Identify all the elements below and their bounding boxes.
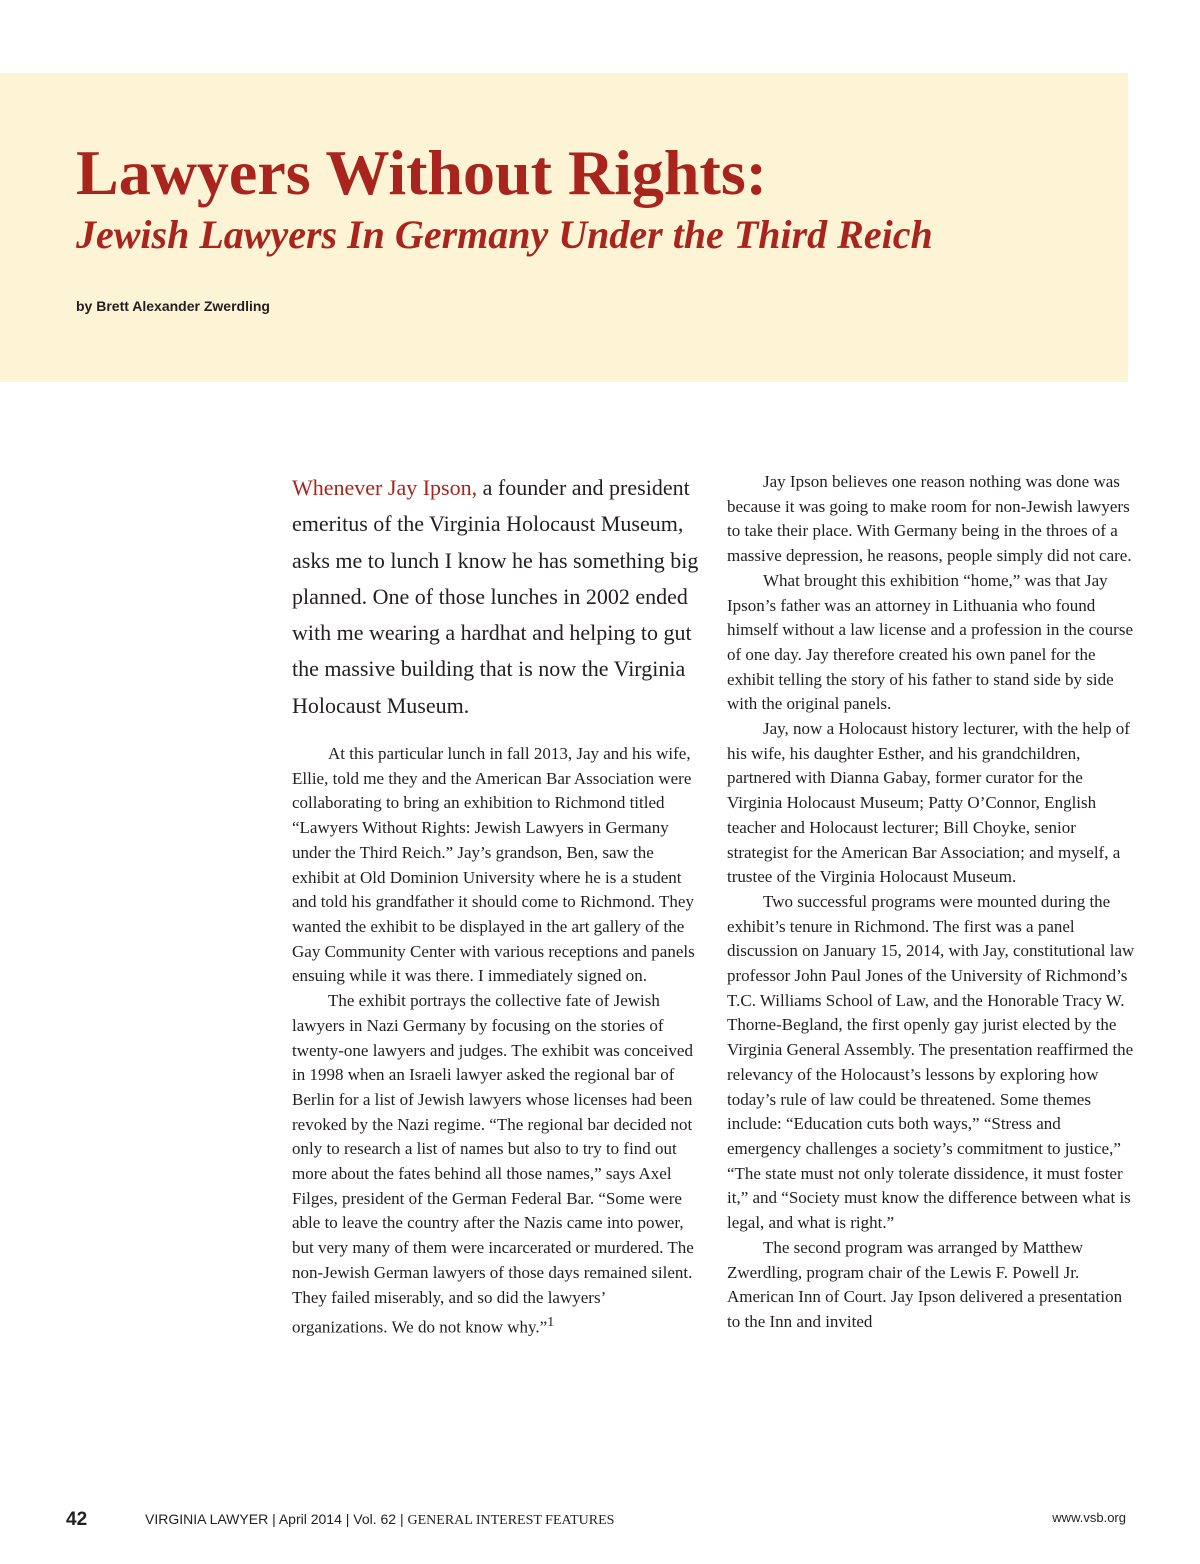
lead-text: a founder and president emeritus of the Virginia Holocaust Museum, asks me to lunch I know he has something big planned. One of those lunches in 2002 ended with me wearing a hardhat and helping to gut the massive building that is now the Virginia Holocaust Museum. [292,475,699,718]
body-paragraph: What brought this exhibition “home,” was that Jay Ipson’s father was an attorney in Lithuania who found himself without a law license and a profession in the course of one day. Jay therefore created his own panel for the exhibit telling the story of his father to stand side by side with the original panels. [727,570,1133,714]
footer-magazine-info: VIRGINIA LAWYER | April 2014 | Vol. 62 | [145,1511,408,1527]
footer-publication [145,1511,614,1529]
body-paragraph-text: The exhibit portrays the collective fate of Jewish lawyers in Nazi Germany by focusing on the stories of twenty-one lawyers and judges. The exhibit was conceived in 1998 when an Israeli lawyer asked the regional bar of Berlin for a list of Jewish lawyers whose licenses had been revoked by the Nazi regime. “The regional bar decided not only to research a list of names but also to try to find out more about the fates behind all those names,” says Axel Filges, president of the German Federal Bar. “Some were able to leave the country after the Nazis came into power, but very many of them were incarcerated or murdered. The non-Jewish German lawyers of those days remained silent. They failed miserably, and so did the lawyers’ organizations. We do not know why.” [292,991,694,1337]
article-title: Lawyers Without Rights: [76,137,768,208]
left-column [292,470,700,1341]
body-paragraph: The second program was arranged by Matthew Zwerdling, program chair of the Lewis F. Powell Jr. American Inn of Court. Jay Ipson delivered a presentation to the Inn and invited [727,1237,1123,1331]
footnote-marker: 1 [547,1314,555,1331]
article-subtitle: Jewish Lawyers In Germany Under the Third Reich [76,212,933,257]
body-paragraph: Jay Ipson believes one reason nothing was done was because it was going to make room for non-Jewish lawyers to take their place. With Germany being in the throes of a massive depression, he reasons, people simply did not care. [727,472,1132,566]
body-paragraph: Two successful programs were mounted during the exhibit’s tenure in Richmond. The first was a panel discussion on January 15, 2014, with Jay, constitutional law professor John Paul Jones of the University of Richmond’s T.C. Williams School of Law, and the Honorable Tracy W. Thorne-Begland, the first openly gay jurist elected by the Virginia General Assembly. The presentation reaffirmed the relevancy of the Holocaust’s lessons by exploring how today’s rule of law could be threatened. Some themes include: “Education cuts both ways,” “Stress and emergency challenges a society’s commitment to justice,” “The state must not only tolerate dissidence, it must foster it,” and “Society must know the difference between what is legal, and what is right.” [727,891,1135,1233]
body-paragraph: At this particular lunch in fall 2013, Jay and his wife, Ellie, told me they and the American Bar Association were collaborating to bring an exhibition to Richmond titled “Lawyers Without Rights: Jewish Lawyers in Germany under the Third Reich.” Jay’s grandson, Ben, saw the exhibit at Old Dominion University where he is a student and told his grandfather it should come to Richmond. They wanted the exhibit to be displayed in the art gallery of the Gay Community Center with various receptions and panels ensuing while it was there. I immediately signed on. [292,744,695,986]
body-paragraph: Jay, now a Holocaust history lecturer, with the help of his wife, his daughter Esther, and his grandchildren, partnered with Dianna Gabay, former curator for the Virginia Holocaust Museum; Patty O’Connor, English teacher and Holocaust lecturer; Bill Choyke, senior strategist for the American Bar Association; and myself, a trustee of the Virginia Holocaust Museum. [727,719,1130,887]
lead-paragraph [292,470,700,724]
page-number: 42 [66,1509,88,1530]
body-paragraph [292,989,700,1341]
footer-section: GENERAL INTEREST FEATURES [407,1513,615,1528]
byline: by Brett Alexander Zwerdling [76,298,270,314]
right-column [727,470,1139,1335]
footer-url[interactable]: www.vsb.org [1052,1510,1126,1525]
lead-highlight: Whenever Jay Ipson, [292,475,478,500]
